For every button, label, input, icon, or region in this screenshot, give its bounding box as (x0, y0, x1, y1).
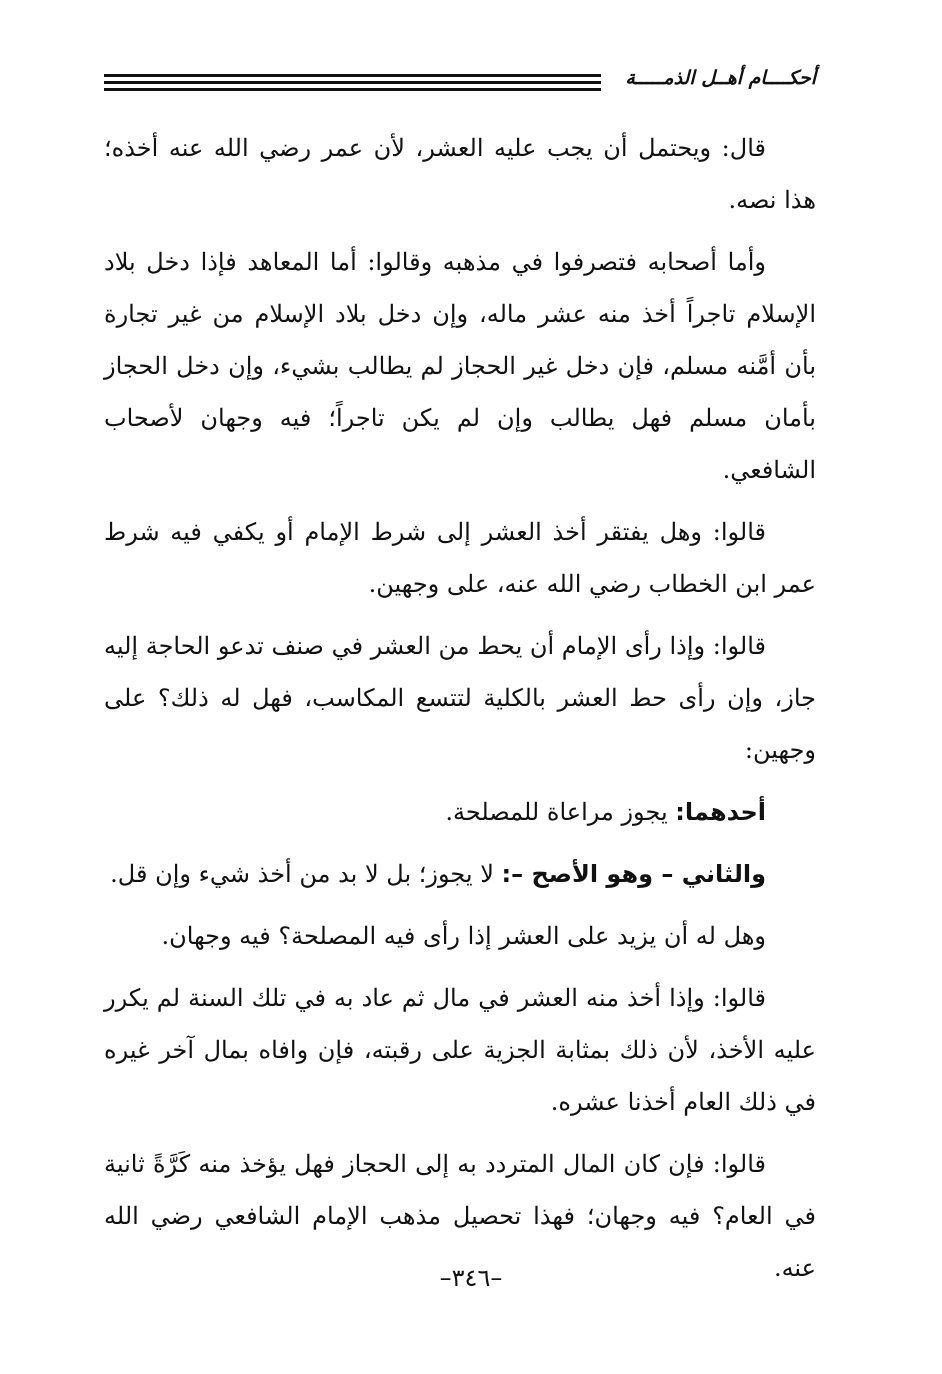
paragraph-1 (104, 122, 816, 226)
paragraph-text: يجوز مراعاة للمصلحة. (445, 798, 676, 826)
paragraph-3 (104, 506, 816, 610)
paragraph-4 (104, 620, 816, 776)
paragraph-text: وهل له أن يزيد على العشر إذا رأى فيه المصلحة؟ فيه وجهان. (161, 922, 766, 950)
header-title: أحكــــام أهــل الذمـــــة (615, 66, 816, 90)
page-body (104, 122, 816, 1304)
paragraph-text: وأما أصحابه فتصرفوا في مذهبه وقالوا: أما المعاهد فإذا دخل بلاد الإسلام تاجراً أخذ منه عشر ماله، وإن دخل بلاد الإسلام من غير تجارة بأن أمَّنه مسلم، فإن دخل غير الحجاز لم يطالب بشيء، وإن دخل الحجاز بأمان مسلم فهل يطالب وإن لم يكن تاجراً؛ فيه وجهان لأصحاب الشافعي. (104, 248, 816, 484)
paragraph-text: قالوا: وإذا أخذ منه العشر في مال ثم عاد به في تلك السنة لم يكرر عليه الأخذ، لأن ذلك بمثابة الجزية على رقبته، فإن وافاه بمال آخر غيره في ذلك العام أخذنا عشره. (104, 984, 816, 1116)
header-rule (104, 81, 601, 84)
page-number: –٣٤٦– (439, 1264, 503, 1292)
paragraph-lead: أحدهما: (675, 798, 766, 826)
paragraph-8 (104, 972, 816, 1128)
header-rule (104, 74, 601, 77)
paragraph-7 (104, 910, 816, 962)
paragraph-2 (104, 236, 816, 496)
paragraph-text: قالوا: فإن كان المال المتردد به إلى الحجاز فهل يؤخذ منه كَرَّةً ثانية في العام؟ فيه وجهان؛ فهذا تحصيل مذهب الإمام الشافعي رضي الله عنه. (104, 1150, 816, 1282)
paragraph-text: قالوا: وهل يفتقر أخذ العشر إلى شرط الإمام أو يكفي فيه شرط عمر ابن الخطاب رضي الله عنه، على وجهين. (104, 518, 816, 598)
paragraph-text: لا يجوز؛ بل لا بد من أخذ شيء وإن قل. (110, 860, 502, 888)
paragraph-5 (104, 786, 816, 838)
header-rule (104, 88, 601, 91)
running-header (104, 62, 816, 98)
paragraph-6 (104, 848, 816, 900)
paragraph-text: قالوا: وإذا رأى الإمام أن يحط من العشر في صنف تدعو الحاجة إليه جاز، وإن رأى حط العشر بالكلية لتتسع المكاسب، فهل له ذلك؟ على وجهين: (104, 632, 816, 764)
paragraph-text: قال: ويحتمل أن يجب عليه العشر، لأن عمر رضي الله عنه أخذه؛ هذا نصه. (104, 134, 816, 214)
paragraph-lead: والثاني – وهو الأصح –: (501, 860, 766, 888)
